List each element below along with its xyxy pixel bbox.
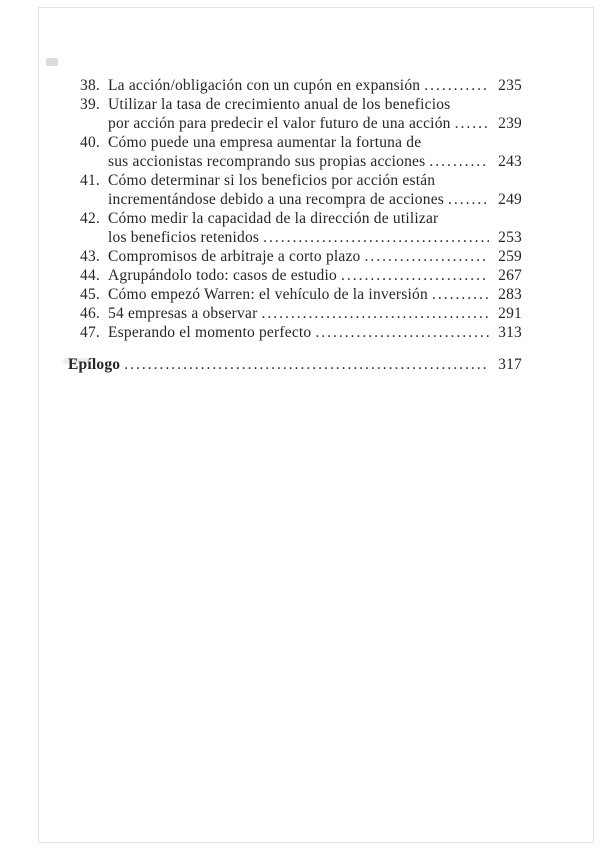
entry-body <box>108 76 522 95</box>
entry-number: 42. <box>80 210 100 227</box>
page-number: 239 <box>498 115 522 132</box>
toc-entry <box>68 133 522 171</box>
dot-leader <box>261 304 489 323</box>
toc-entry <box>68 285 522 304</box>
entry-body <box>108 209 522 247</box>
table-of-contents <box>68 76 522 374</box>
entry-body <box>108 171 522 209</box>
entry-body <box>108 285 522 304</box>
toc-entry <box>68 247 522 266</box>
entry-line <box>108 323 522 342</box>
dot-leader <box>424 76 489 95</box>
entry-number: 40. <box>80 134 100 151</box>
entry-text: Cómo determinar si los beneficios por acción están <box>108 172 436 189</box>
entry-text: Agrupándolo todo: casos de estudio <box>108 267 337 284</box>
dot-leader <box>365 247 489 266</box>
entry-text: Cómo puede una empresa aumentar la fortuna de <box>108 134 422 151</box>
entry-text: 54 empresas a observar <box>108 305 258 322</box>
page-number: 313 <box>498 324 522 341</box>
entry-body <box>108 133 522 171</box>
toc-entry <box>68 323 522 342</box>
entry-number: 38. <box>80 77 100 94</box>
toc-entry <box>68 304 522 323</box>
page-number: 283 <box>498 286 522 303</box>
entry-line <box>108 76 522 95</box>
toc-entry-epilogo <box>68 355 522 374</box>
entry-line <box>108 152 522 171</box>
entry-line <box>108 133 522 152</box>
dot-leader <box>429 152 489 171</box>
toc-entry <box>68 95 522 133</box>
entry-text: Cómo medir la capacidad de la dirección de utilizar <box>108 210 439 227</box>
entry-line <box>108 95 522 114</box>
entry-text: Esperando el momento perfecto <box>108 324 312 341</box>
entry-text: por acción para predecir el valor futuro de una acción <box>108 115 451 132</box>
page-number: 291 <box>498 305 522 322</box>
toc-entry <box>68 209 522 247</box>
entry-line <box>108 247 522 266</box>
entry-number: 46. <box>80 305 100 322</box>
toc-entry <box>68 266 522 285</box>
entry-text: incrementándose debido a una recompra de acciones <box>108 191 445 208</box>
entry-line <box>108 228 522 247</box>
page-number: 317 <box>498 356 522 373</box>
entry-number: 41. <box>80 172 100 189</box>
entry-body <box>108 304 522 323</box>
entry-number: 39. <box>80 96 100 113</box>
entry-line <box>108 190 522 209</box>
dot-leader <box>263 228 489 247</box>
entry-body <box>108 266 522 285</box>
dot-leader <box>432 285 489 304</box>
entry-text: Utilizar la tasa de crecimiento anual de los beneficios <box>108 96 451 113</box>
entry-text: los beneficios retenidos <box>108 229 260 246</box>
epilogo-label: Epílogo <box>68 356 121 373</box>
entry-body <box>108 247 522 266</box>
dot-leader <box>315 323 489 342</box>
page-number: 259 <box>498 248 522 265</box>
entry-line <box>108 266 522 285</box>
entry-text: sus accionistas recomprando sus propias acciones <box>108 153 426 170</box>
page-number: 249 <box>498 191 522 208</box>
entry-text: Compromisos de arbitraje a corto plazo <box>108 248 361 265</box>
entry-text: La acción/obligación con un cupón en expansión <box>108 77 421 94</box>
dot-leader <box>448 190 489 209</box>
page-number: 235 <box>498 77 522 94</box>
entry-line <box>108 171 522 190</box>
entry-body <box>108 95 522 133</box>
dot-leader <box>124 355 489 374</box>
entry-line <box>108 114 522 133</box>
entry-number: 43. <box>80 248 100 265</box>
entry-line <box>108 304 522 323</box>
toc-entry <box>68 76 522 95</box>
scan-artifact <box>46 58 58 66</box>
entry-number: 45. <box>80 286 100 303</box>
dot-leader <box>455 114 489 133</box>
entry-line <box>108 209 522 228</box>
page-number: 253 <box>498 229 522 246</box>
entry-body <box>108 323 522 342</box>
page-number: 267 <box>498 267 522 284</box>
entry-line <box>108 285 522 304</box>
toc-entry <box>68 171 522 209</box>
page-number: 243 <box>498 153 522 170</box>
entry-number: 47. <box>80 324 100 341</box>
entry-text: Cómo empezó Warren: el vehículo de la inversión <box>108 286 428 303</box>
dot-leader <box>341 266 489 285</box>
toc-list <box>68 76 522 342</box>
entry-number: 44. <box>80 267 100 284</box>
